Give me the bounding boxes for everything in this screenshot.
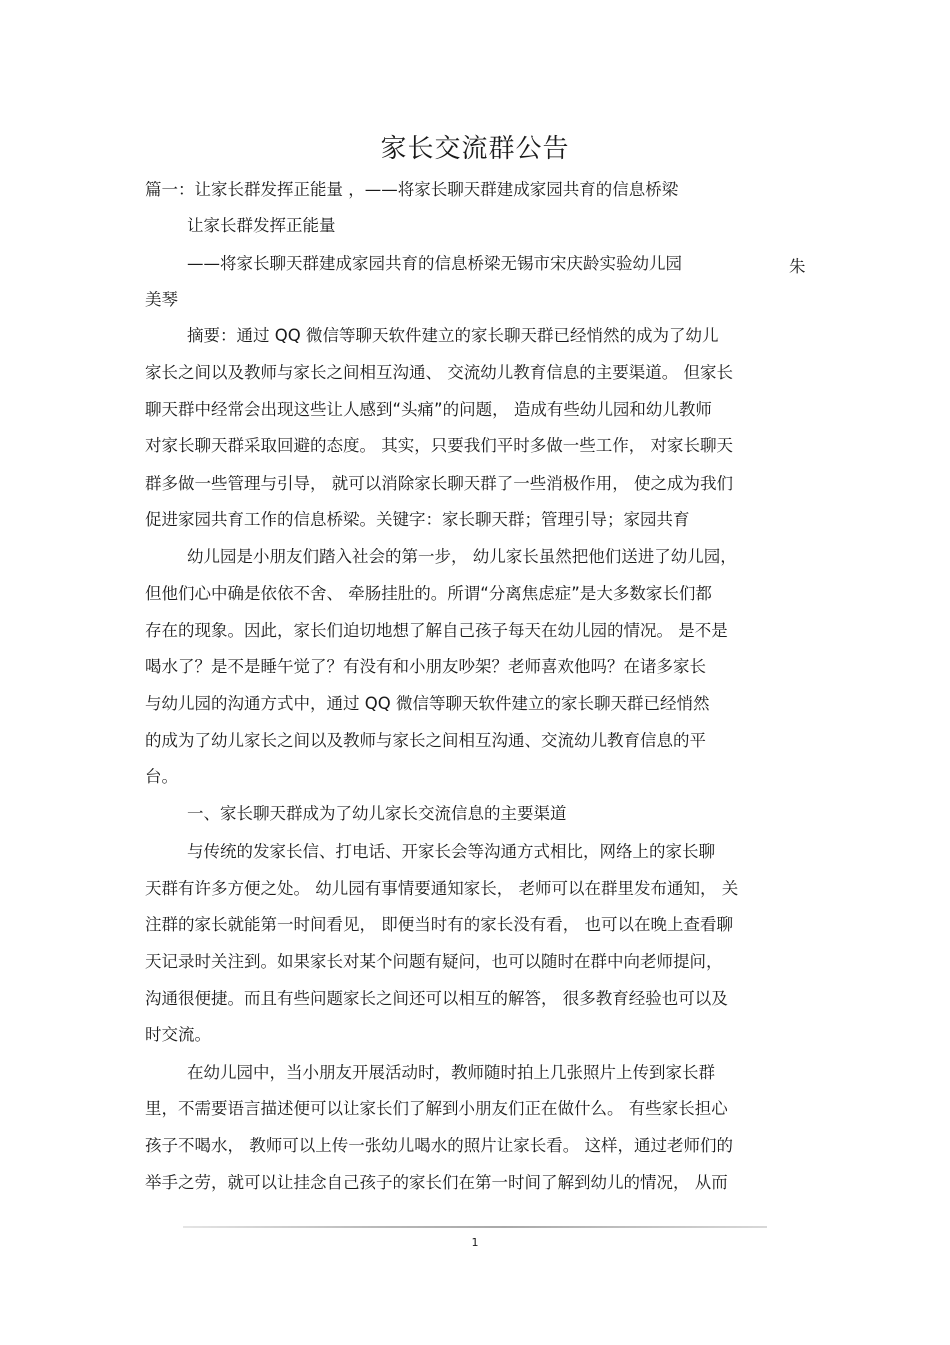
text-line: 喝水了？是不是睡午觉了？有没有和小朋友吵架？老师喜欢他吗？在诸多家长 bbox=[145, 657, 706, 676]
text-line: 举手之劳，就可以让挂念自己孩子的家长们在第一时间了解到幼儿的情况， 从而 bbox=[145, 1173, 728, 1192]
text-line: 群多做一些管理与引导， 就可以消除家长聊天群了一些消极作用， 使之成为我们 bbox=[145, 474, 733, 493]
text-line: 与幼儿园的沟通方式中，通过 QQ 微信等聊天软件建立的家长聊天群已经悄然 bbox=[145, 694, 710, 713]
text-line: 在幼儿园中，当小朋友开展活动时，教师随时拍上几张照片上传到家长群 bbox=[187, 1063, 715, 1082]
text-line: 孩子不喝水， 教师可以上传一张幼儿喝水的照片让家长看。 这样，通过老师们的 bbox=[145, 1136, 733, 1155]
text-line: 沟通很便捷。而且有些问题家长之间还可以相互的解答， 很多教育经验也可以及 bbox=[145, 989, 728, 1008]
text-line: 篇一：让家长群发挥正能量 ，——将家长聊天群建成家园共育的信息桥梁 bbox=[145, 180, 679, 199]
text-line: 台。 bbox=[145, 767, 178, 786]
text-line: 美琴 bbox=[145, 290, 178, 309]
text-line: 与传统的发家长信、打电话、开家长会等沟通方式相比，网络上的家长聊 bbox=[187, 842, 715, 861]
text-line: 注群的家长就能第一时间看见， 即便当时有的家长没有看， 也可以在晚上查看聊 bbox=[145, 915, 733, 934]
text-line: ——将家长聊天群建成家园共育的信息桥梁无锡市宋庆龄实验幼儿园 bbox=[187, 254, 682, 273]
text-line: 时交流。 bbox=[145, 1025, 211, 1044]
section-heading: 一、家长聊天群成为了幼儿家长交流信息的主要渠道 bbox=[187, 804, 567, 823]
text-line: 摘要：通过 QQ 微信等聊天软件建立的家长聊天群已经悄然的成为了幼儿 bbox=[187, 326, 719, 345]
text-line: 家长之间以及教师与家长之间相互沟通、 交流幼儿教育信息的主要渠道。 但家长 bbox=[145, 363, 733, 382]
text-line: 天记录时关注到。如果家长对某个问题有疑问，也可以随时在群中向老师提问， bbox=[145, 952, 723, 971]
page-number: 1 bbox=[471, 1236, 479, 1249]
text-line: 的成为了幼儿家长之间以及教师与家长之间相互沟通、交流幼儿教育信息的平 bbox=[145, 731, 706, 750]
text-line: 让家长群发挥正能量 bbox=[187, 216, 336, 235]
text-line: 但他们心中确是依依不舍、 牵肠挂肚的。所谓“分离焦虑症”是大多数家长们都 bbox=[145, 584, 712, 603]
text-line: 对家长聊天群采取回避的态度。 其实，只要我们平时多做一些工作， 对家长聊天 bbox=[145, 436, 733, 455]
footer-divider bbox=[183, 1226, 767, 1228]
document-title: 家长交流群公告 bbox=[380, 134, 570, 164]
text-line: 幼儿园是小朋友们踏入社会的第一步， 幼儿家长虽然把他们送进了幼儿园， bbox=[187, 547, 737, 566]
text-line: 存在的现象。因此，家长们迫切地想了解自己孩子每天在幼儿园的情况。 是不是 bbox=[145, 621, 728, 640]
text-line: 聊天群中经常会出现这些让人感到“头痛”的问题， 造成有些幼儿园和幼儿教师 bbox=[145, 400, 712, 419]
text-line: 天群有许多方便之处。 幼儿园有事情要通知家长， 老师可以在群里发布通知， 关 bbox=[145, 879, 739, 898]
text-line: 里，不需要语言描述便可以让家长们了解到小朋友们正在做什么。 有些家长担心 bbox=[145, 1099, 728, 1118]
text-line: 促进家园共育工作的信息桥梁。关键字：家长聊天群；管理引导；家园共育 bbox=[145, 510, 690, 529]
author-surname: 朱 bbox=[789, 257, 806, 276]
